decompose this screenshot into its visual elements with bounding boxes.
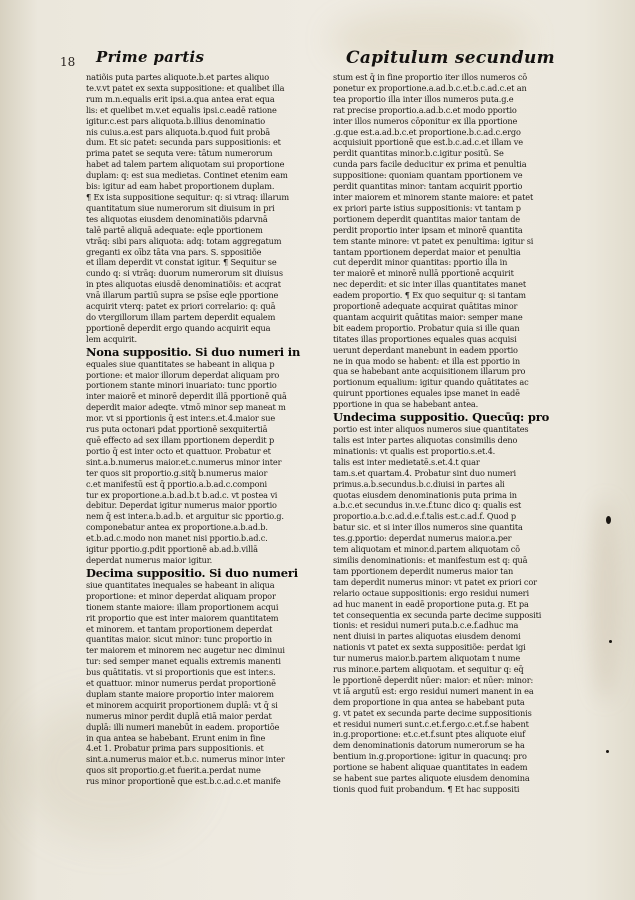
text-line: nem q̄ est inter.a.b.ad.b. et arguitur sic pportio.g.: [86, 511, 284, 522]
text-line: portione se habent aliquae quantitates in eadem: [333, 762, 528, 773]
text-line: ter quos sit proportio.g.sitq̃ b.numerus maior: [86, 467, 268, 478]
text-line: proportionē adequate acquirat quātitas minor: [333, 301, 518, 312]
text-line: inter maiorē et minorē deperdit illā pportionē quā: [86, 391, 287, 402]
left-text-column: [86, 72, 316, 787]
text-line: tur ex proportione.a.b.ad.b.t b.ad.c. vt postea vi: [86, 489, 278, 500]
text-line: sint.a.numerus maior et.b.c. numerus minor inter: [86, 754, 285, 765]
section-heading: Undecima suppositio. Quecūq: pro: [333, 411, 550, 425]
text-line: in.g.proportione: et.c.et.f.sunt ptes aliquote eiuf: [333, 729, 526, 740]
text-line: greganti ex oībz tāta vna pars. S. sppositiõe: [86, 246, 262, 257]
text-line: c.et manifestū est q̄ pportio.a.b.ad.c.componi: [86, 478, 267, 489]
text-line: tur numerus maior.b.partem aliquotam t nume: [333, 653, 521, 664]
text-line: et illam deperdit vt constat igitur. ¶ Sequitur se: [86, 257, 277, 268]
text-line: talis est inter partes aliquotas consimilis deno: [333, 435, 518, 445]
text-line: portionem stante minori inuariato: tunc pportio: [86, 380, 277, 391]
text-line: et minorem acquirit proportionem duplā: vt q̄ si: [86, 699, 278, 710]
text-line: suppositione: quoniam quantam pportionem ve: [333, 170, 523, 181]
text-line: tionem stante maiore: illam proportionem acqui: [86, 601, 279, 612]
text-line: do vtergillorum illam partem deperdit equalem: [86, 311, 276, 322]
text-line: portio q̄ est inter octo et quattuor. Probatur et: [86, 445, 271, 456]
text-line: te.v.vt patet ex sexta suppositione: et qualibet illa: [86, 82, 285, 93]
text-line: habet ad talem partem aliquotam sui proportione: [86, 159, 285, 170]
text-line: tam deperdit numerus minor: vt patet ex priori cor: [333, 576, 537, 587]
text-line: ter maiorem et minorem nec augetur nec diminui: [86, 645, 285, 656]
text-line: acquisiuit pportionē que est.b.c.ad.c.et illam ve: [333, 137, 523, 148]
text-line: tur: sed semper manet equalis extremis manenti: [86, 656, 281, 667]
text-line: portionum equalium: igitur quando quātitates ac: [333, 377, 529, 388]
text-line: igitur pportio.g.pdit pportionē ab.ad.b.villā: [86, 544, 258, 555]
text-line: portio est inter aliquos numeros siue quantitates: [333, 424, 529, 435]
text-line: rat precise proportio.a.ad.b.c.et modo pportio: [333, 104, 517, 115]
text-line: nec deperdit: et sic inter illas quantitates manet: [333, 279, 526, 290]
text-line: sint.a.b.numerus maior.et.c.numerus minor inter: [86, 456, 282, 467]
text-line: duplam stante maiore proportio inter maiorem: [86, 688, 274, 699]
text-line: cunda pars facile deducitur ex prima et penultia: [333, 159, 527, 170]
text-line: pportionē deperdit ergo quando acquirit equa: [86, 322, 271, 333]
text-line: ponetur ex proportione.a.ad.b.c.et.b.c.ad.c.et an: [333, 82, 527, 93]
text-line: et quattuor. minor numerus perdat proportionē: [86, 678, 276, 689]
text-line: relario octaue suppositionis: ergo residui numeri: [333, 587, 529, 598]
text-line: rus puta octonari pdat pportionē sexquitertiā: [86, 424, 268, 435]
text-line: proportione: et minor deperdat aliquam propor: [86, 590, 276, 601]
text-line: debitur. Deperdat igitur numerus maior pportio: [86, 500, 277, 511]
text-line: quantam acquirit quātitas maior: semper mane: [333, 311, 523, 322]
text-line: et.b.ad.c.modo non manet nisi pportio.b.ad.c.: [86, 533, 268, 544]
text-line: se habent sue partes aliquote eiusdem denomina: [333, 773, 530, 784]
text-line: natiõis puta partes aliquote.b.et partes aliquo: [86, 72, 270, 82]
text-line: proportio.a.b.c.ad.d.e.f.talis est.c.ad.f. Quod p: [333, 511, 516, 522]
text-line: nis cuius.a.est pars aliquota.b.quod fuit probā: [86, 126, 270, 137]
text-line: quantitatum siue numerorum sit diuisum in pri: [86, 202, 275, 213]
text-line: in ptes aliquotas eiusdē denominatiõis: et acqrat: [86, 279, 281, 290]
text-line: bit eadem proportio. Probatur quia si ille quan: [333, 322, 520, 333]
text-line: tionis quod fuit probandum. ¶ Et hac suppositi: [333, 784, 520, 794]
text-line: ter maiorē et minorē nullā pportionē acquirit: [333, 268, 514, 279]
text-line: tam pportionem deperdit numerus maior tan: [333, 565, 514, 576]
text-line: quotas eiusdem denominationis puta prima in: [333, 489, 517, 500]
text-line: prima patet se sequta vere: tātum numerorum: [86, 148, 273, 159]
text-line: inter maiorem et minorem stante maiore: et patet: [333, 191, 534, 202]
text-line: lis: et quelibet m.v.et equalis ipsi.c.eadē ratione: [86, 104, 277, 115]
text-line: nent diuisi in partes aliquotas eiusdem denomi: [333, 631, 521, 642]
text-line: et residui numeri sunt.c.et.f.ergo.c.et.f.se habent: [333, 718, 529, 729]
text-line: rit proportio que est inter maiorem quantitatem: [86, 612, 279, 623]
text-line: tes.g.pportio: deperdat numerus maior.a.per: [333, 533, 512, 544]
text-line: et minorem. et tantam proportionem deperdat: [86, 623, 273, 634]
text-line: quos sit proportio.g.et fuerit.a.perdat nume: [86, 765, 261, 776]
text-line: minationis: vt qualis est proportio.s.et.4.: [333, 445, 496, 456]
text-line: quantitas maior. sicut minor: tunc proportio in: [86, 634, 272, 645]
section-heading: Nona suppositio. Si duo numeri in: [86, 345, 301, 359]
text-line: cut deperdit minor quantitas: pportio illa in: [333, 257, 508, 268]
text-line: 4.et 1. Probatur prima pars suppositionis. et: [86, 743, 264, 754]
text-line: bentium in.g.proportione: igitur in quacunq: pro: [333, 751, 527, 762]
running-header-right: Capitulum secundum: [346, 48, 555, 68]
text-line: dem denominationis datorum numerorum se ha: [333, 740, 525, 751]
text-line: batur sic. et si inter illos numeros sine quantita: [333, 522, 523, 533]
ink-blot: [606, 516, 611, 524]
text-line: in qua antea se habebant. Erunt enim in fine: [86, 732, 266, 743]
text-line: vtrāq: sibi pars aliquota: adq: totam aggregatum: [86, 235, 282, 246]
text-line: ad huc manent in eadē proportione puta.g. Et pa: [333, 598, 529, 609]
folio-number: 18: [60, 55, 76, 69]
text-line: vt iā argutū est: ergo residui numeri manent in ea: [333, 685, 534, 696]
text-line: tes aliquotas eiusdem denominatiõis pdarvnā: [86, 213, 268, 224]
text-line: eadem proportio. ¶ Ex quo sequitur q: si tantam: [333, 290, 526, 301]
text-line: siue quantitates inequales se habeant in aliqua: [86, 579, 275, 590]
text-line: ne in qua modo se habent: et illa est pportio in: [333, 355, 520, 366]
text-line: tantam pportionem deperdat maior et penultia: [333, 246, 521, 257]
text-line: equales siue quantitates se habeant in aliqua p: [86, 358, 275, 369]
text-line: tet consequentia ex secunda parte decime suppositi: [333, 609, 542, 620]
text-line: stum est q̄ in fine proportio iter illos numeros cō: [333, 72, 528, 82]
text-line: rum m.n.equalis erit ipsi.a.qua antea erat equa: [86, 93, 275, 104]
text-line: rus minor.e.partem aliquotam. et sequitur q: eq̄: [333, 664, 524, 675]
text-line: tem stante minore: vt patet ex penultima: igitur si: [333, 235, 534, 246]
text-line: mor. vt si pportionis q̄ est inter.s.et.4.maior sue: [86, 413, 276, 424]
text-line: qua se habebant ante acquisitionem illarum pro: [333, 366, 526, 377]
right-text-column: [333, 72, 565, 795]
text-line: rus minor proportionē que est.b.c.ad.c.et manife: [86, 776, 281, 787]
running-header-left: Prime partis: [96, 48, 205, 66]
ink-speck: [609, 640, 612, 643]
text-line: portione: et maior illorum deperdat aliquam pro: [86, 369, 280, 380]
text-line: portionem deperdit quantitas maior tantam de: [333, 213, 520, 224]
text-line: ¶ Ex ista suppositione sequitur: q: si vtraq: illarum: [86, 191, 289, 202]
text-line: dem proportione in qua antea se habebant puta: [333, 696, 525, 707]
text-line: vnā illarum partiū supra se psīse eqle pportione: [86, 290, 279, 301]
text-line: cundo q: si vtrāq: duorum numerorum sit diuisus: [86, 268, 283, 279]
text-line: g. vt patet ex secunda parte decime suppositionis: [333, 707, 532, 718]
text-line: .g.que est.a.ad.b.c.et proportione.b.c.ad.c.ergo: [333, 126, 521, 137]
text-line: deperdat numerus maior igitur.: [86, 554, 213, 565]
text-line: deperdit maior adeqte. vt̄mō minor sep maneat m: [86, 402, 286, 413]
text-line: nationis vt patet ex sexta suppositiõe: perdat igi: [333, 642, 526, 653]
text-line: inter illos numeros cōponitur ex illa pportione: [333, 115, 518, 126]
page-stain: [590, 500, 620, 700]
text-line: lem acquirit.: [86, 333, 137, 344]
text-line: quē effecto ad sex illam pportionem deperdit p: [86, 435, 275, 445]
text-line: a.b.c.et secundus in.v.e.f.tunc dico q: qualis est: [333, 500, 522, 511]
text-line: talē partē aliquā adequate: eqle pportionem: [86, 224, 263, 235]
text-line: tem aliquotam et minor.d.partem aliquotam cō: [333, 544, 520, 555]
text-line: quirunt pportiones equales ipse manet in eadē: [333, 388, 520, 399]
text-line: duplam: q: est sua medietas. Continet etenim eam: [86, 170, 288, 181]
text-line: perdit quantitas minor.b.c.igitur positū. Se: [333, 148, 504, 159]
text-line: duplā: illi numeri manebūt in eadem. proportiōe: [86, 721, 280, 732]
text-line: le pportionē deperdit nūer: maior: et nūer: minor:: [333, 674, 534, 685]
text-line: componebatur antea ex proportione.a.b.ad.b.: [86, 522, 268, 533]
text-line: bus quātitatis. vt si proportionis que est inter.s.: [86, 667, 276, 678]
text-line: tam.s.et quartam.4. Probatur sint duo numeri: [333, 467, 517, 478]
text-line: ex priori parte istius suppositionis: vt tantam p: [333, 202, 521, 213]
text-line: perdit quantitas minor: tantam acquirit pportio: [333, 181, 523, 192]
text-line: numerus minor perdit duplā etiā maior perdat: [86, 710, 272, 721]
text-line: primus.a.b.secundus.b.c.diuisi in partes ali: [333, 478, 505, 489]
text-line: similis denominationis: et manifestum est q: quā: [333, 554, 528, 565]
section-heading: Decima suppositio. Si duo numeri: [86, 566, 298, 580]
ink-speck: [606, 750, 609, 753]
text-line: pportione in qua se habebant antea.: [333, 399, 479, 410]
text-line: bis: igitur ad eam habet proportionem duplam.: [86, 181, 275, 192]
text-line: tea proportio illa inter illos numeros puta.g.e: [333, 93, 514, 104]
text-line: igitur.c.est pars aliquota.b.illius denominatio: [86, 115, 265, 126]
text-line: uerunt deperdant manebunt in eadem pportio: [333, 344, 518, 355]
text-line: titates illas proportiones equales quas acquisi: [333, 333, 517, 344]
text-line: dum. Et sic patet: secunda pars suppositionis: et: [86, 137, 281, 148]
text-line: talis est inter medietatē.s.et.4.t quar: [333, 456, 480, 467]
text-line: tionis: et residui numeri puta.b.c.e.f.adhuc ma: [333, 620, 519, 631]
text-line: acquirit vterq: patet ex priori correlario: q: quā: [86, 301, 276, 312]
text-line: perdit proportio inter ipsam et minorē quantita: [333, 224, 523, 235]
